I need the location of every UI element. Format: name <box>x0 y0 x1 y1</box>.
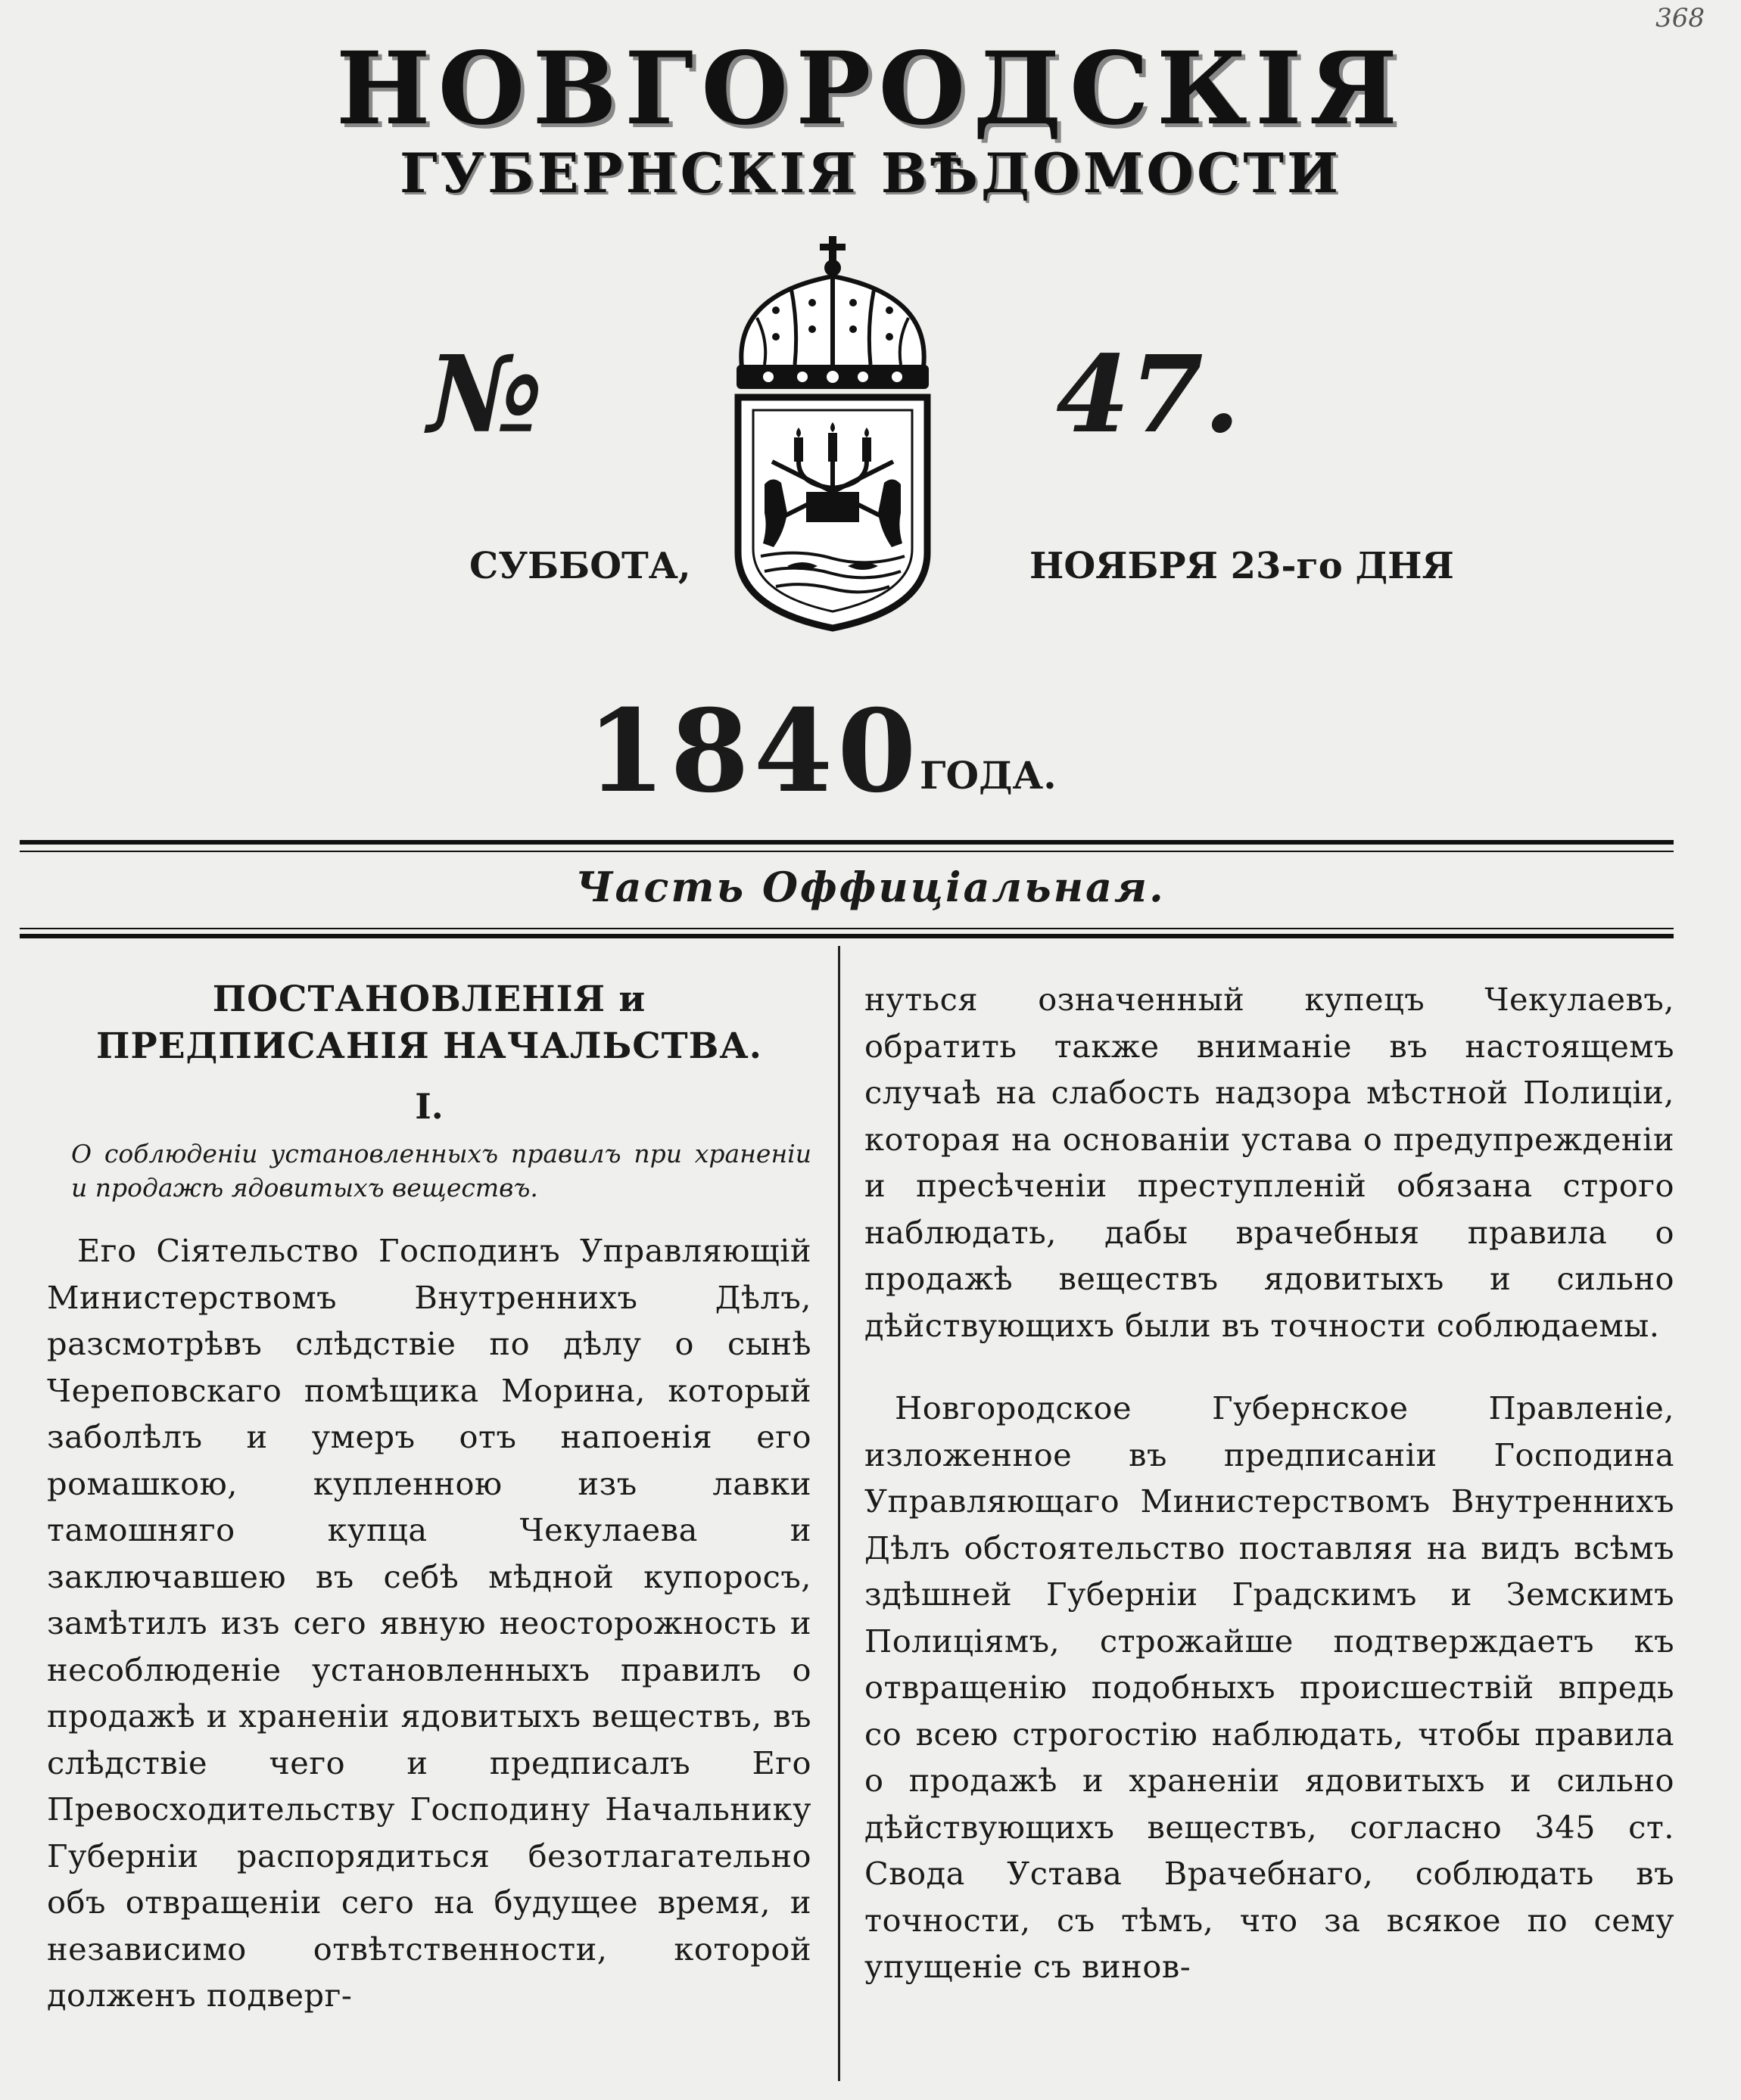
number-sign: № <box>428 333 543 457</box>
coat-of-arms-emblem <box>723 235 942 632</box>
article-paragraph-2: Новгородское Губернское Правленіе, изложенное въ предписаніи Господина Управляющаго Министерствомъ Внутреннихъ Дѣлъ обстоятельство поставляя на видъ всѣмъ здѣшней Губерніи Градскимъ и Земскимъ Полиціямъ, строжайше подтверждаетъ къ отвращенію подобныхъ происшествій впредь со всею строгостію наблюдать, чтобы правила о продажѣ и храненіи ядовитыхъ и сильно дѣйствующихъ веществъ, согласно 345 ст. Свода Устава Врачебнаго, соблюдать въ точности, съ тѣмъ, что за всякое по сему упущеніе съ винов- <box>864 1389 1674 1985</box>
top-rule-thick <box>20 840 1674 845</box>
shield-icon <box>738 397 927 628</box>
section-heading: ПОСТАНОВЛЕНІЯ и ПРЕДПИСАНІЯ НАЧАЛЬСТВА. <box>96 978 762 1067</box>
top-rule-thin <box>20 851 1674 852</box>
year-word: ГОДА. <box>920 753 1057 798</box>
crown-icon <box>737 236 929 389</box>
article-paragraph: Его Сіятельство Господинъ Управляющій Министерствомъ Внутреннихъ Дѣлъ, разсмотрѣвъ слѣдствіе по дѣлу о сынѣ Череповскаго помѣщика Морина, который заболѣлъ и умеръ отъ напоенія его ромашкою, купленною изъ лавки тамошняго купца Чекулаева и заключавшею въ себѣ мѣдной купоросъ, замѣтилъ изъ сего явную неосторожность и несоблюденіе установленныхъ правилъ о продажѣ и храненіи ядовитыхъ веществъ, въ слѣдствіе чего и предписалъ Его Превосходительству Господину Начальнику Губерніи распорядиться безотлагательно объ отвращеніи сего на будущее время, и независимо отвѣтственности, которой долженъ подверг- <box>47 1232 811 2014</box>
issue-date: НОЯБРЯ 23-го ДНЯ <box>1029 545 1454 587</box>
bottom-rule-thick <box>20 934 1674 938</box>
weekday: СУББОТА, <box>469 545 691 587</box>
issue-year: 1840 <box>587 685 921 818</box>
issue-number: 47. <box>1056 333 1241 457</box>
article-number: I. <box>415 1086 444 1127</box>
column-divider <box>838 946 840 2081</box>
masthead-title: НОВГОРОДСКІЯ <box>335 30 1406 148</box>
article-subject: О соблюденіи установленныхъ правилъ при храненіи и продажѣ ядовитыхъ веществъ. <box>71 1139 811 1202</box>
masthead-subtitle: ГУБЕРНСКІЯ ВѢДОМОСТИ <box>399 141 1342 205</box>
part-title: Часть Оффиціальная. <box>575 863 1166 911</box>
bottom-rule-thin <box>20 928 1674 929</box>
right-column <box>864 976 1674 1990</box>
page-number: 368 <box>1655 3 1705 33</box>
left-column <box>47 976 811 2019</box>
article-paragraph-continued: нуться означенный купецъ Чекулаевъ, обратить также вниманіе въ настоящемъ случаѣ на слабость надзора мѣстной Полиціи, которая на основаніи устава о предупрежденіи и пресѣченіи преступленій обязана строго наблюдать, дабы врачебныя правила о продажѣ веществъ ядовитыхъ и сильно дѣйствующихъ были въ точности соблюдаемы. <box>864 981 1674 1344</box>
